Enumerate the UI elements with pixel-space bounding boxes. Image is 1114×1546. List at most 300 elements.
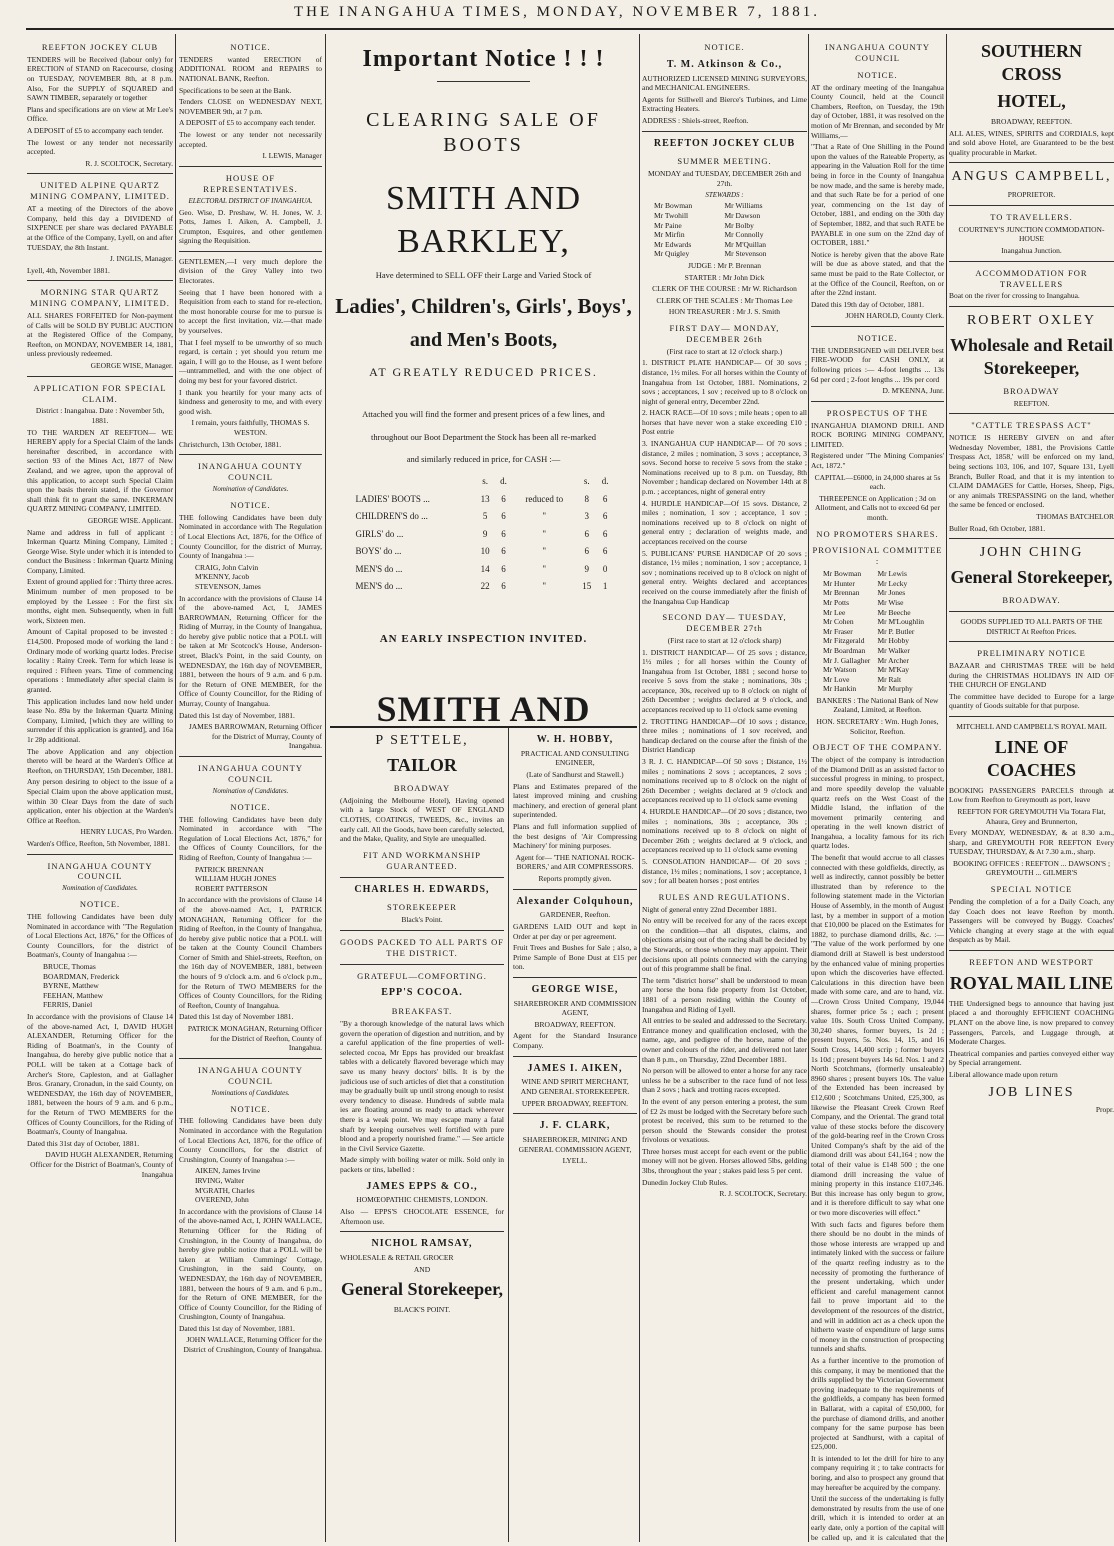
signature: Propr. (1095, 1105, 1114, 1115)
masthead-rule (26, 28, 1114, 30)
paragraph: Tenders CLOSE on WEDNESDAY NEXT, NOVEMBER 9th, at 7 p.m. (179, 97, 322, 116)
list-item: FERRIS, Daniel (43, 1000, 93, 1010)
price-cell: CHILDREN'S do ... (355, 511, 428, 522)
centered-text: PROPRIETOR. (1007, 190, 1056, 200)
price-cell: 1 (602, 581, 608, 592)
centered-text: (First race to start at 12 o'clock sharp.) (666, 346, 783, 356)
price-row (354, 491, 614, 509)
divider (642, 131, 807, 132)
paragraph: TO THE WARDEN AT REEFTON— WE HEREBY apply for a Special Claim of the lands hereinafter described, in accordance with section 93 of the Mines Act, 1877 of New Zealand, and we agree, upon the approval of this application, to accept such Special Claim upon the basis therein stated, if the Governor shall think fit to grant the same. INKERMAN QUARTZ MINING COMPANY, LIMITED. (27, 427, 173, 514)
centered-text: MITCHELL AND CAMPBELL'S ROYAL MAIL (956, 722, 1107, 732)
paragraph: 1. DISTRICT PLATE HANDICAP— Of 30 sovs ; distance, 1½ miles. For all horses within the County of Inangahua from 1st October, 1881. Nominations, 2 sovs ; acceptances, 1 sov ; received up to 8 o'clock on night of general entry, December 22nd. (642, 358, 807, 406)
price-cell: LADIES' BOOTS ... (355, 493, 430, 504)
paragraph: BAZAAR and CHRISTMAS TREE will be held during the CHRISTMAS HOLIDAYS IN AID OF THE CHURCH OF ENGLAND (949, 661, 1114, 690)
list-item: IRVING, Walter (195, 1175, 245, 1185)
paragraph: Extent of ground applied for : Thirty three acres. Minimum number of men proposed to be employed by the Lessee : For the first six months, eight men. Subsequently, when in full work, Sixteen men. (27, 577, 173, 625)
paragraph: Agents for Stillwell and Bierce's Turbines, and Lime Extracting Heaters. (642, 94, 807, 114)
inspection-line: AN EARLY INSPECTION INVITED. (379, 632, 588, 645)
signature: HENRY LUCAS, Pro Warden. (80, 827, 173, 837)
list-item: BOARDMAN, Frederick (43, 971, 120, 981)
price-cell: " (542, 563, 547, 574)
price-cell: 6 (602, 511, 608, 522)
centered-text: BROADWAY, REEFTON. (534, 1019, 616, 1029)
centered-text: HON. SECRETARY : Wm. Hugh Jones, Solicitor, Reefton. (816, 717, 939, 736)
signature: JOHN HAROLD, County Clerk. (845, 311, 944, 321)
price-cell: " (542, 528, 547, 539)
price-cell: 6 (602, 546, 608, 557)
paragraph: Agent for the Standard Insurance Company. (513, 1031, 637, 1051)
paragraph: Buller Road, 6th October, 1881. (949, 523, 1046, 533)
paragraph: 2. TROTTING HANDICAP—Of 10 sovs ; distance, three miles ; nominations of 1 sov received, and handicap declared on the course after the finish of the District Handicap (642, 716, 807, 755)
column-county-council (811, 36, 944, 1542)
paragraph: Pending the completion of a for a Daily Coach, any day Coach does not leave Reefton by month. Passengers will be conveyed by Buggy. Coaches' Vehicle changing at every stage at the with equal despatch as by Mail. (949, 896, 1114, 945)
centered-text: CAPITAL—£6000, in 24,000 shares at 5s each. (814, 472, 941, 492)
firm-name: SMITH AND BARKLEY, (385, 179, 582, 261)
paragraph: "By a thorough knowledge of the natural laws which govern the operation of digestion and nutrition, and by a careful application of the fine properties of well-selected cocoa, Mr Epps has provided our breakfast tables with a delicately flavored beverage which may save us many heavy doctors' bills. It is by the judicious use of such articles of diet that a constitution may be gradually built up until strong enough to resist every tendency to disease. Hundreds of subtle mala ies are floating around us ready to attack wherever there is a weak point. We may escape many a fatal shaft by keeping ourselves well fortified with pure blood and a properly nourished frame." — See article in the Civil Service Gazette. (340, 1019, 504, 1153)
paragraph: Theatrical companies and parties conveyed either way by Special arrangement. (949, 1048, 1114, 1068)
list-item: Mr Beeche (877, 607, 911, 617)
section-heading: NOTICE. (230, 801, 271, 812)
price-cell: " (542, 546, 547, 557)
list-item: Mr Walker (877, 645, 910, 655)
section-heading: SUMMER MEETING. (677, 156, 772, 167)
list-item: M'KENNY, Jacob (195, 572, 250, 582)
divider (949, 205, 1114, 206)
list-item: Mr Boardman (823, 645, 866, 655)
list-item: STEVENSON, James (195, 581, 261, 591)
paragraph: AT the ordinary meeting of the Inangahua County Council, held at the Council Chambers, Reefton, on Tuesday, the 19th day of October, 1881, it was resolved on the motion of Mr Brennan, and seconded by Mr Williams,— (811, 82, 944, 140)
paragraph: "That a Rate of One Shilling in the Pound upon the values of the Rateable Property, as appearing in the Valuation Roll for the time being in force in the County of Inangahua be now made, and the same is hereby made, and that such Rate be for a period of one year, commencing on the 1st day of October, 1881, and ending on the 30th day of September, 1882, and that such RATE be PAYABLE in one sum on the 22nd day of OCTOBER, 1881." (811, 142, 944, 248)
divider (513, 1113, 637, 1114)
centered-text: BOOKING OFFICES : REEFTON ... DAWSON'S ; GREYMOUTH ... GILMER'S (952, 858, 1111, 878)
paragraph: In accordance with the provisions of Clause 14 of the above-named Act, I, JAMES BARROWMAN, Returning Officer for the Riding of Murray, in the County of Inangahua, do hereby give public notice that a POLL will be taken at Mr Scotcock's House, Anderson-street, Black's Point, in the said County, on WEDNESDAY, the 16th day of NOVEMBER, 1881, between the hours of 9 a.m. and 6 p.m. for the Return of ONE MEMBER, for the Office of County Councillor, for the Riding of Murray, County of Inangahua. (179, 593, 322, 709)
paragraph: GENTLEMEN,—I very much deplore the division of the Grey Valley into two Electorates. (179, 256, 322, 286)
price-header-cell: s. (583, 476, 590, 487)
subheading: Nomination of Candidates. (212, 484, 289, 493)
section-heading: BROADWAY (1003, 385, 1060, 396)
price-cell: 0 (602, 563, 608, 574)
advert-title: LINE OF COACHES (986, 736, 1076, 780)
divider (340, 964, 504, 965)
signature: D. M'KENNA, Junr. (882, 386, 944, 396)
paragraph: NOTICE IS HEREBY GIVEN on and after Wednesday November, 1881, the Provisions Cattle Trespass Act, 1858,' will be enforced on my land, being sections 103, 106, and 107, Square 131, Lyell Branch, Buller Road, and that it is my intention to CLAIM DAMAGES for Cattle, Horses, Sheep, Pigs, or any animals TRESPASSING on the land, whether the same be fenced or enclosed. (949, 433, 1114, 510)
centered-text: HOMŒOPATHIC CHEMISTS, LONDON. (356, 1195, 488, 1205)
paragraph: The benefit that would accrue to all classes connected with these goldfields, directly, as well as indirectly, cannot possibly be better illustrated than by reference to the following statement made in the Victorian House of Assembly, in the month of August last, by a member in support of a motion that £10,000 be placed on the Estimates for 1882, to purchase diamond drills, &c. :— "The value of the work performed by one diamond drill at Stawell is best understood by the enhanced value of mining properties upon which the discoveries have effected. Calculations in this direction have been made with some care, and are to hand, viz.—Crown Cross United Company, 19,044 shares, former price 5s ; each ; present value 10s. South Cross United Company, 30,240 shares, former buyers, 1s 2d ; present buyers, 5s. Nos. 14, 15, and 16 South Cross, 14,400 scrip ; former buyers 1s 10d ; present buyers 14s 6d. Nos. 1 and 2 North Scotchmans, (formerly unsaleable) 8960 shares ; present buyers 10s. The value of the Extended has been increased by £12,600 ; Scotchmans United, £25,300, as likewise the Pleasant Creek Crown Reef Company, and the Oriental. The grand total value of these stocks before the discovery of the gold-bearing reef in the Crown Cross United Company's shaft by the aid of the diamond drill was about £41,164 ; now the total of their value is £148 500 ; the one diamond drill increasing the value of mining property in this instance £107,346. But this increase has only begun to grow, and it is therefore difficult to say what one or two more discoveries will effect." (811, 853, 944, 1218)
advert-heading: W. H. HOBBY, (536, 734, 614, 745)
section-heading: GOODS PACKED TO ALL PARTS OF THE DISTRICT. (340, 936, 504, 958)
paragraph: The committee have decided to Europe for a large quantity of Goods suitable for that purpose. (949, 691, 1114, 711)
advert-heading: J. F. CLARK, (539, 1120, 611, 1132)
section-heading: PROSPECTUS OF THE (826, 407, 929, 418)
paragraph: Made simply with boiling water or milk. Sold only in packets or tins, labelled : (340, 1155, 504, 1174)
column-advert-left (340, 728, 504, 1542)
list-item: Mr Fitzgerald (823, 636, 865, 646)
paragraph: Christchurch, 13th October, 1881. (179, 439, 282, 449)
paragraph: It is intended to let the drill for hire to any company requiring it ; to take contracts for boring, and also to prospect any ground that may hereafter be acquired by the company. (811, 1453, 944, 1492)
list-item: Mr Edwards (654, 239, 692, 249)
paragraph: GARDENS LAID OUT and kept in Order at per day or per agreement. (513, 921, 637, 941)
column-southern-cross (949, 36, 1114, 1542)
paragraph: Dated this 19th day of October, 1881. (811, 299, 925, 309)
paragraph: I thank you heartily for your many acts of kindness and generosity to me, and with every good wish. (179, 387, 322, 416)
centered-text: (Late of Sandhurst and Stawell.) (526, 769, 624, 779)
price-cell: 6 (501, 563, 506, 574)
column-divider (325, 34, 326, 1542)
paragraph: ALL ALES, WINES, SPIRITS and CORDIALS, kept and sold above Hotel, are Guaranteed to be the best quality procurable in Market. (949, 128, 1114, 157)
section-heading: INANGAHUA COUNTY COUNCIL (197, 763, 303, 784)
advert-title: General Storekeeper, (950, 567, 1113, 588)
signature: R. J. SCOLTOCK, Secretary. (719, 1189, 807, 1199)
paragraph: 4. HURDLE HANDICAP—Of 20 sovs ; distance, two miles ; nominations, 30s ; acceptance, 30s ; nominations received up to 8 o'clock on night of December 26th ; weights declared at 9 o'clock, and acceptances received up to 11 o'clock same evening (642, 807, 807, 855)
price-cell: 6 (501, 528, 506, 539)
divider (513, 889, 637, 890)
section-heading: FIRST DAY— MONDAY, DECEMBER 26th (669, 322, 780, 344)
paragraph: THE following Candidates have been duly Nominated in accordance with the Regulation of Local Elections Act, 1876, for the office of County Councillors, for the district of Crushington, County of Inangahua :— (179, 1116, 322, 1164)
price-cell: 6 (602, 528, 608, 539)
list-item: Mr Bolby (724, 220, 754, 230)
section-heading: MORNING STAR QUARTZ MINING COMPANY, LIMITED. (30, 287, 170, 309)
divider (949, 950, 1114, 951)
centered-text: COURTNEY'S JUNCTION COMMODATION-HOUSE (958, 224, 1105, 244)
price-row (354, 543, 614, 561)
subheading: Nomination of Candidates. (212, 786, 289, 795)
column-divider (808, 34, 809, 1542)
mens-boots-line: and Men's Boots, (409, 328, 558, 351)
list-item: Mr Cohen (823, 617, 854, 627)
list-item: Mr Mirfin (654, 230, 685, 240)
name-grid (654, 201, 795, 259)
paragraph: Plans and specifications are on view at Mr Lee's Office. (27, 104, 173, 124)
centered-text: Agent for— 'THE NATIONAL ROCK-BORERS,' and AIR COMPRESSORS. (515, 852, 635, 872)
section-heading: NOTICE. (230, 499, 271, 510)
price-cell: 6 (602, 493, 608, 504)
paragraph: Name and address in full of applicant : Inkerman Quartz Mining Company, Limited ; George Wise. Style under which it is intended to conduct the Business : Inkerman Quartz Mining Company, Limited. (27, 527, 173, 575)
column-divider (175, 34, 176, 1542)
price-cell: 14 (480, 563, 490, 574)
paragraph: Geo. Wise, D. Preshaw, W. H. Jones, W. J. Potts, James I. Aiken, A. Campbell, J. Crumpton, Esquires, and other gentlemen signing the Requisition. (179, 207, 322, 246)
paragraph: 3. INANGAHUA CUP HANDICAP— Of 70 sovs ; distance, 2 miles ; nomination, 3 sovs ; acceptance, 3 sovs. Second horse to receive 5 sovs from the stake ; Nominations received up to 8 p.m. on Tuesday, 8th November ; handicap declared on November 14th at 8 p.m. ; acceptances, night of general entry (642, 439, 807, 497)
paragraph: As a further incentive to the promotion of this company, it may be mentioned that the drills supplied by the Victorian Government proving inadequate to the requirements of the goldfields, a company has been formed in Ballarat, with a capital of £50,000, for the purchase of diamond drills, and another company for the same purpose has been projected at Sandhurst, with a capital of £25,000. (811, 1355, 944, 1452)
name-grid (823, 569, 932, 694)
section-heading: APPLICATION FOR SPECIAL CLAIM. (33, 382, 167, 404)
section-heading: INANGAHUA COUNTY COUNCIL (824, 42, 930, 63)
paragraph: BOOKING PASSENGERS PARCELS through at Low from Reefton to Greymouth as port, leave (949, 785, 1114, 805)
advert-heading: Alexander Colquhoun, (516, 895, 634, 907)
centered-text: REEFTON. (1013, 398, 1050, 408)
paragraph: ALL SHARES FORFEITED for Non-payment of Calls will be SOLD BY PUBLIC AUCTION at the Registered Office of the Company, Reefton, on MONDAY, NOVEMBER 14, 1881, unless previously redeemed. (27, 311, 173, 359)
section-heading: INANGAHUA COUNTY COUNCIL (197, 461, 303, 483)
paragraph: Seeing that I have been honored with a Requisition from each to stand for re-election, the most honorable course for me to pursue is to accept the first invitation, viz.—that made by yourselves. (179, 287, 322, 336)
list-item: BRUCE, Thomas (43, 962, 96, 972)
paragraph: With such facts and figures before them there should be no doubt in the minds of those whose interests are wrapped up and intimately linked with the success or failure of the quartz reefing industry as to the necessity of promoting the furtherance of the present undertaking, which under efficient and careful management cannot fail to prove important aid to the development of the resources of the district, and will in addition act as a check upon the hitherto waste of expenditure of large sums of money in the construction of prospecting tunnels and shafts. (811, 1219, 944, 1354)
advert-heading: CHARLES H. EDWARDS, (354, 883, 490, 895)
paragraph: AUTHORIZED LICENSED MINING SURVEYORS, and MECHANICAL ENGINEERS. (642, 73, 807, 93)
centered-text: SHAREBROKER AND COMMISSION AGENT, (513, 998, 637, 1018)
section-heading: SECOND DAY— TUESDAY, DECEMBER 27th (662, 612, 787, 634)
advert-heading: T. M. Atkinson & Co., (666, 58, 783, 70)
centered-text: AND (413, 1264, 431, 1274)
centered-text: PRACTICAL AND CONSULTING ENGINEER, (520, 748, 630, 768)
reduced-prices-line: AT GREATLY REDUCED PRICES. (369, 365, 598, 380)
paragraph: Specifications to be seen at the Bank. (179, 85, 292, 95)
section-heading: NOTICE. (230, 1103, 271, 1114)
list-item: Mr Connolly (724, 230, 764, 240)
price-header-cell: s. (482, 476, 489, 487)
advert-title: General Storekeeper, (341, 1279, 503, 1300)
list-item: AIKEN, James Irvine (195, 1166, 261, 1176)
advert-title: ROYAL MAIL LINE (949, 972, 1114, 993)
list-item: Mr Hankin (823, 684, 857, 694)
paragraph: Fruit Trees and Bushes for Sale ; also, a Prime Sample of Bone Dust at £15 per ton. (513, 943, 637, 972)
signature: GEORGE WISE. Applicant. (87, 515, 173, 525)
paragraph: Liberal allowance made upon return (949, 1069, 1058, 1079)
advert-name: JOB LINES (988, 1084, 1075, 1100)
price-header-cell (512, 473, 577, 491)
divider (27, 854, 173, 855)
smith-barkley-advert (330, 36, 637, 726)
column-divider (508, 728, 509, 1542)
paragraph: 5. PUBLICANS' PURSE HANDICAP Of 20 sovs ; distance, 1½ miles ; nomination, 1 sov ; acceptance, 1 sov ; nominations received up to 8 o'clock on night of general entry. Weights declared and acceptances received on the course immediately after the finish of the Inangahua Cup Handicap (642, 548, 807, 606)
paragraph: 3 R. J. C. HANDICAP—Of 50 sovs ; Distance, 1½ miles ; nominations 2 sovs ; acceptances, 2 sovs ; nominations received up to 8 o'clock on the night of 26th December ; weights declared at 9 o'clock and acceptances received up to 11 o'clock same evening (642, 757, 807, 805)
price-cell: MEN'S do ... (355, 581, 403, 592)
centered-text: BROADWAY, REEFTON. (991, 117, 1072, 127)
subheading: STEWARDS : (705, 190, 744, 199)
price-cell: 8 (584, 493, 589, 504)
section-heading: OBJECT OF THE COMPANY. (812, 742, 943, 753)
section-heading: "CATTLE TRESPASS ACT" (971, 420, 1092, 431)
list-item: Mr Lecky (877, 578, 908, 588)
list-item: Mr Archer (877, 655, 909, 665)
list-item: Mr Lee (823, 607, 846, 617)
list-item: Mr Fraser (823, 626, 853, 636)
advert-heading: JAMES I. AIKEN, (527, 1062, 623, 1074)
price-cell: 13 (480, 493, 490, 504)
divider (949, 261, 1114, 262)
paragraph: The lowest or any tender not necessarily accepted. (27, 137, 173, 157)
paragraph: The term "district horse" shall be understood to mean any horse the bona fide property from 1st October, 1881 of a person residing within the County of Inangahua and Riding of Lyell. (642, 975, 807, 1014)
price-row (354, 578, 614, 596)
centered-text: Reports promptly given. (538, 873, 612, 883)
attached-line-1: Attached you will find the former and present prices of a few lines, and (362, 408, 605, 419)
price-cell: 9 (482, 528, 488, 539)
signature: R. J. SCOLTOCK, Secretary. (85, 158, 173, 168)
section-heading: TO TRAVELLERS. (990, 211, 1073, 222)
paragraph: THE following Candidates have been duly Nominated in accordance with "The Regulation of Local Elections Act, 1876," for the Offices of County Councillors, for the Riding of Reefton, County of Inangahua :— (179, 814, 322, 862)
price-header-cell (354, 473, 476, 491)
divider (340, 1231, 504, 1232)
list-item: Mr Wise (877, 597, 904, 607)
paragraph: INANGAHUA DIAMOND DRILL AND ROCK BORING MINING COMPANY, LIMITED. (811, 420, 944, 449)
price-cell: reduced to (525, 493, 564, 504)
list-item: Mr Bowman (654, 201, 693, 211)
centered-text: WINE AND SPIRIT MERCHANT, AND GENERAL STOREKEEPER. (520, 1077, 630, 1097)
list-item: Mr Jones (877, 588, 906, 598)
advert-title: TAILOR (387, 754, 457, 775)
list-item: FEEHAN, Matthew (43, 990, 103, 1000)
paragraph: In accordance with the provisions of Clause 14 of the above-named Act, I, PATRICK MONAGHAN, Returning Officer for the Riding of Reefton, in the County of Inangahua, do hereby give public notice that a POLL will be taken at the County Council Chambers Corner of Smith and Shiel-streets, Reefton, on the 16th day of NOVEMBER, 1881, between the hours of 9 o'clock a.m. and 6 o'clock p.m., for the Return of TWO MEMBERS for the Offices of County Councillors, for the Riding of Reefton, County of Inangahua. (179, 895, 322, 1010)
signature: JOHN WALLACE, Returning Officer for the District of Crushington, County of Inangahua. (183, 1335, 322, 1355)
advert-heading: NICHOL RAMSAY, (371, 1238, 473, 1250)
paragraph: Dated this 31st day of October, 1881. (27, 1138, 140, 1148)
list-item: Mr Twohill (654, 211, 689, 221)
important-notice-heading: Important Notice ! ! ! (362, 46, 605, 72)
centered-text: Black's Point. (401, 915, 443, 925)
section-heading: NOTICE. (230, 42, 271, 52)
section-heading: INANGAHUA COUNTY COUNCIL (197, 1064, 303, 1086)
section-heading: RULES AND REGULATIONS. (658, 891, 791, 902)
list-item: Mr Hunter (823, 578, 855, 588)
price-header-cell: d. (500, 476, 507, 487)
divider (437, 81, 529, 82)
attached-line-3: and similarly reduced in price, for CASH :— (406, 454, 561, 465)
section-heading: NOTICE. (857, 69, 898, 80)
paragraph: That I feel myself to be unworthy of so much regard, is certain ; yet should you return me again, I will go to the House, as I went before—untrammelled, and with the one object of doing my best for your favored district. (179, 337, 322, 386)
divider (27, 280, 173, 281)
centered-text: HON TREASURER : Mr J. S. Smith (668, 307, 781, 317)
paragraph: ADDRESS : Shiels-street, Reefton. (642, 116, 749, 126)
section-heading: GRATEFUL—COMFORTING. (357, 970, 487, 981)
list-item: Mr M'Quillan (724, 239, 767, 249)
paragraph: Warden's Office, Reefton, 5th November, 1881. (27, 838, 170, 848)
signature: PATRICK MONAGHAN, Returning Officer for the District of Reefton, County of Inangahua. (187, 1024, 322, 1053)
list-item: Mr Potts (823, 597, 850, 607)
paragraph: In accordance with the provisions of Clause 14 of the above-named Act, I, DAVID HUGH ALEXANDER, Returning Officer for the Riding of Boatman's, in the County of Inangahua, do hereby give public notice that a POLL will be taken at a Cottage back of Archer's Store, Capleston, and at Gallagher Bros. Granary, Cronadun, in the said County, on WEDNESDAY, the 16th day of NOVEMBER, 1881, between the hours of 9 a.m. and 6 p.m., for the Return of TWO MEMBERS for the Offices of County Councillors, for the Riding of Boatman's, County of Inangahua. (27, 1012, 173, 1137)
column-1 (27, 36, 173, 1542)
ladies-children-line: Ladies', Children's, Girls', Boys', (335, 293, 632, 318)
section-heading: FIT AND WORKMANSHIP GUARANTEED. (363, 849, 481, 871)
section-heading: PROVISIONAL COMMITTEE : (812, 545, 943, 567)
paragraph: Dated this 1st day of November, 1881. (179, 1323, 295, 1333)
paragraph: Every MONDAY, WEDNESDAY, & at 8.30 a.m., sharp, and GREYMOUTH FOR REEFTON Every TUESDAY, THURSDAY, & At 7.30 a.m., sharp. (949, 828, 1114, 857)
section-heading: SPECIAL NOTICE (990, 884, 1073, 895)
paragraph: WHOLESALE & RETAIL GROCER (340, 1252, 454, 1262)
price-cell: 6 (501, 493, 506, 504)
section-heading: PRELIMINARY NOTICE (977, 648, 1086, 659)
divider (179, 454, 322, 455)
paragraph: All entries to be sealed and addressed to the Secretary. Entrance money and qualification enclosed, with the name, age, and pedigree of the horse, name of the owner and colours of the rider, and delivered not later than 8 p.m., on Thursday, 22nd December 1881. (642, 1016, 807, 1064)
divider (27, 173, 173, 174)
paragraph: TENDERS will be Received (labour only) for ERECTION of STAND on Racecourse, closing on TUESDAY, NOVEMBER 8th, at 8 p.m. Also, For the SUPPLY of SQUARED and SAWN TIMBER, separately or together (27, 54, 173, 103)
list-item: Mr Ralt (877, 674, 902, 684)
name-list (195, 563, 322, 592)
section-heading: NOTICE. (857, 332, 898, 343)
price-cell: 15 (582, 581, 592, 592)
paragraph: The above Application and any objection thereto will be heard at the Warden's Office at Reefton, on THURSDAY, 15th December, 1881. (27, 746, 173, 775)
price-row (354, 508, 614, 526)
centered-text: JUDGE : Mr P. Brennan (687, 261, 762, 271)
advert-heading: REEFTON JOCKEY CLUB (653, 137, 796, 149)
price-cell: 6 (501, 546, 506, 557)
centered-text: BANKERS : The National Bank of New Zealand, Limited, at Reefton. (816, 695, 939, 715)
advert-heading: EPP'S COCOA. (381, 987, 463, 999)
paragraph: TENDERS wanted ERECTION of ADDITIONAL ROOM and REPAIRS to NATIONAL BANK, Reefton. (179, 54, 322, 84)
price-cell: 6 (584, 528, 589, 539)
section-heading: UNITED ALPINE QUARTZ MINING COMPANY, LIMITED. (30, 180, 170, 202)
divider (949, 413, 1114, 414)
paragraph: A DEPOSIT of £5 to accompany each tender. (179, 118, 316, 128)
advert-name: P SETTELE, (375, 733, 469, 748)
divider (179, 166, 322, 167)
section-heading: NOTICE. (79, 899, 121, 910)
list-item: Mr Paine (654, 220, 682, 230)
paragraph: THE following Candidates have been duly Nominated in accordance with "The Regulation of Local Elections Act, 1876," for the Offices of County Councillors, for the district of Boatman's, County of Inangahua :— (27, 912, 173, 960)
column-divider (946, 34, 947, 1542)
list-item: Mr J. Gallagher (823, 655, 871, 665)
centered-text: UPPER BROADWAY, REEFTON. (521, 1098, 629, 1108)
centered-text: (First race to start at 12 o'clock sharp) (667, 635, 782, 645)
section-heading: REEFTON AND WESTPORT (969, 956, 1094, 967)
clearing-sale-heading: CLEARING SALE OF BOOTS (366, 108, 601, 157)
signature: J. INGLIS, Manager. (109, 254, 173, 264)
paragraph: Plans and full information supplied of the best designs of 'Air Compressing Machinery' for mining purposes. (513, 821, 637, 851)
section-heading: NO PROMOTERS SHARES. (816, 528, 939, 539)
list-item: Mr Lewis (877, 569, 907, 579)
advert-name: ROBERT OXLEY (966, 312, 1097, 328)
price-cell: 6 (584, 546, 589, 557)
centered-text: CLERK OF THE SCALES : Mr Thomas Lee (656, 295, 793, 305)
name-list (195, 865, 322, 894)
section-heading: BREAKFAST. (391, 1006, 453, 1017)
paragraph: In accordance with the provisions of Clause 14 of the above-named Act, I, JOHN WALLACE, Returning Officer for the Riding of Crushington, in the County of Inangahua, do hereby give public notice that a POLL will be taken at William Cummings' Cottage, Crushington, in the said County, on WEDNESDAY, the 16th day of NOVEMBER, 1881, between the hours of 9 a.m. and 6 p.m., for the Return of ONE MEMBER, for the Office of County Councillor, for the Riding of Crushington, County of Inangahua. (179, 1206, 322, 1322)
firm-name-bottom: SMITH AND (376, 688, 591, 726)
centered-text: GARDENER, Reefton. (539, 910, 611, 920)
name-list (43, 962, 173, 1010)
paragraph: AT a meeting of the Directors of the above Company, held this day a DIVIDEND of SIXPENCE per share was declared PAYABLE at the Office of the Company, Lyell, on and after TUESDAY, the 8th Instant. (27, 204, 173, 252)
price-cell: " (542, 581, 547, 592)
divider (949, 716, 1114, 717)
divider (811, 401, 944, 402)
list-item: PATRICK BRENNAN (195, 864, 264, 874)
centered-text: I remain, yours faithfully, THOMAS S. WESTON. (191, 418, 310, 437)
signature: JAMES BARROWMAN, Returning Officer for the District of Murray, County of Inangahua. (188, 722, 322, 751)
paragraph: Boat on the river for crossing to Inangahua. (949, 291, 1080, 301)
price-cell: 22 (480, 581, 490, 592)
list-item: Mr Watson (823, 665, 857, 675)
paragraph: The lowest or any tender not necessarily accepted. (179, 130, 322, 149)
paragraph: (Adjoining the Melbourne Hotel), Having opened with a large Stock of WEST OF ENGLAND CLOTHS, COATINGS, TWEEDS, &c., invites an early call. All the Goods, have been carefully selected, and the Make, Quality, and Style are unequalled. (340, 795, 504, 844)
paragraph: THE Undersigned begs to announce that having just placed a and thoroughly EFFICIENT COACHING PLANT on the above line, is now prepared to convey Passengers, Parcels, and Luggage through, at Moderate Charges. (949, 998, 1114, 1047)
price-cell: 6 (501, 581, 506, 592)
price-row (354, 561, 614, 579)
list-item: Mr P. Butler (877, 626, 915, 636)
centered-text: SHAREBROKER, MINING AND GENERAL COMMISSION AGENT, (518, 1135, 632, 1154)
centered-text: BLACK'S POINT. (393, 1305, 451, 1315)
paragraph: A DEPOSIT of £5 to accompany each tender. (27, 126, 164, 136)
price-row (354, 526, 614, 544)
price-cell: 5 (482, 511, 488, 522)
signature: I. LEWIS, Manager (262, 151, 322, 161)
list-item: Mr Murphy (877, 684, 913, 694)
section-heading: INANGAHUA COUNTY COUNCIL (47, 860, 153, 882)
divider (340, 877, 504, 878)
list-item: Mr Love (823, 674, 850, 684)
price-table (354, 473, 614, 596)
paragraph: THE UNDERSIGNED will DELIVER best FIRE-WOOD for CASH ONLY, at following prices :— 4-foot lengths ... 13s 6d per cord ; 2-foot lengths ... 19s per cord (811, 345, 944, 384)
divider (179, 251, 322, 252)
divider (513, 1056, 637, 1057)
list-item: Mr Stevenson (724, 249, 767, 259)
attached-line-2: throughout our Boot Department the Stock has been all re-marked (371, 431, 596, 442)
paragraph: Three horses must accept for each event or the public money will not be given. Horses allowed 5lbs, gelding 3lbs, throughout the year ; stakes paid less 5 per cent. (642, 1146, 807, 1176)
divider (513, 977, 637, 978)
list-item: Mr M'Loughlin (877, 617, 925, 627)
masthead: THE INANGAHUA TIMES, MONDAY, NOVEMBER 7, 1881. (293, 4, 821, 20)
paragraph: 5. CONSOLATION HANDICAP— Of 20 sovs ; distance, 1½ miles ; nominations, 1 sov ; acceptance, 1 sov ; for all beaten horses ; post entries (642, 856, 807, 886)
paragraph: Registered under "The Mining Companies' Act, 1872." (811, 451, 944, 470)
price-header-row (354, 473, 614, 491)
section-heading: BROADWAY. (1002, 595, 1061, 606)
list-item: BYRNE, Matthew (43, 981, 99, 991)
